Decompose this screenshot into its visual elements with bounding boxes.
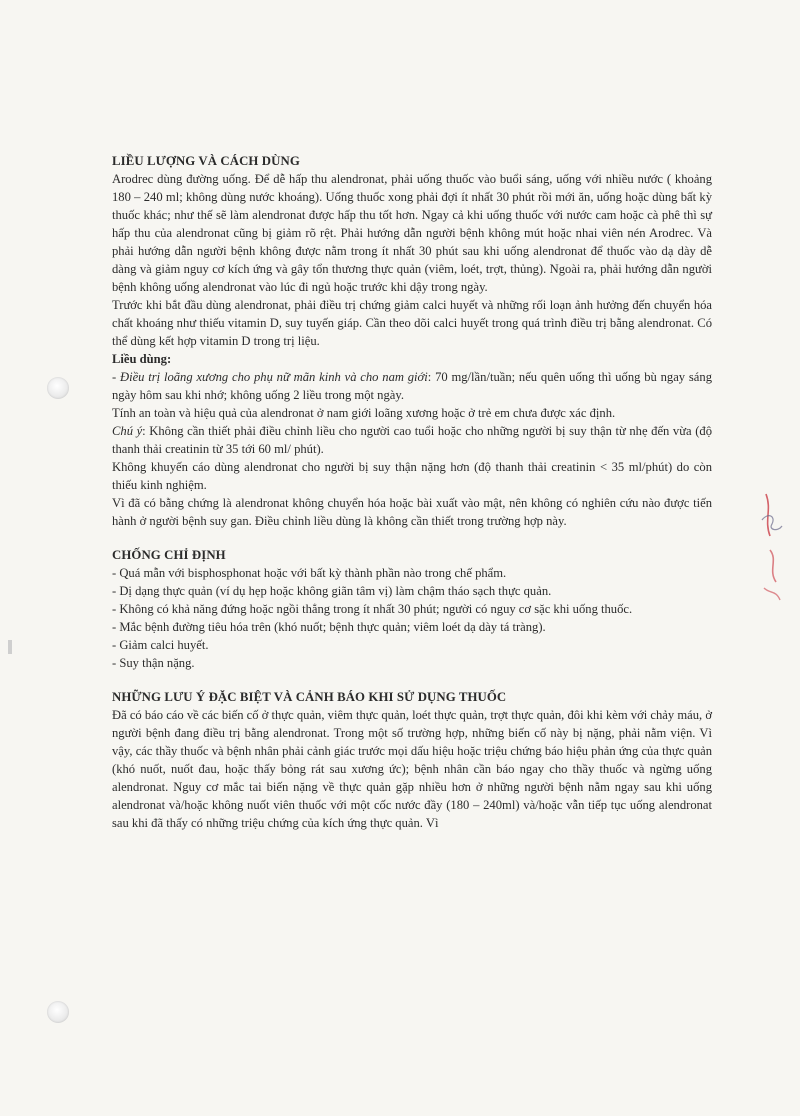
section-title-dosage: LIỀU LƯỢNG VÀ CÁCH DÙNG xyxy=(112,154,300,168)
section-contraindications xyxy=(112,546,712,672)
dose-indication: - Điều trị loãng xương cho phụ nữ mãn kinh và cho nam giới xyxy=(112,370,428,384)
contra-item: - Quá mẫn với bisphosphonat hoặc với bất kỳ thành phần nào trong chế phẩm. xyxy=(112,566,507,580)
safety-text: Tính an toàn và hiệu quả của alendronat ở nam giới loãng xương hoặc ở trẻ em chưa được xác định. xyxy=(112,406,616,420)
section-warnings xyxy=(112,688,712,832)
dose-line xyxy=(112,368,712,404)
handwritten-signature-mark xyxy=(756,490,790,610)
contra-item: - Suy thận nặng. xyxy=(112,656,195,670)
contra-item: - Dị dạng thực quản (ví dụ hẹp hoặc không giãn tâm vị) làm chậm tháo sạch thực quản. xyxy=(112,584,552,598)
section-title-warnings: NHỮNG LƯU Ý ĐẶC BIỆT VÀ CẢNH BÁO KHI SỬ DỤNG THUỐC xyxy=(112,690,507,704)
warnings-paragraph: Đã có báo cáo về các biến cố ở thực quản, viêm thực quản, loét thực quản, trợt thực quản, đôi khi kèm với chảy máu, ở người bệnh đang điều trị bằng alendronat. Trong một số trường hợp, những biến cố này bị nặng, phải nằm viện. Vì vậy, các thầy thuốc và bệnh nhân phải cảnh giác trước mọi dấu hiệu hoặc triệu chứng báo hiệu phản ứng của thực quản (khó nuốt, nuốt đau, hoặc thấy bỏng rát sau xương ức); bệnh nhân cần báo ngay cho thầy thuốc và ngừng uống alendronat. Nguy cơ mắc tai biến nặng về thực quản gặp nhiều hơn ở những người bệnh nằm ngay sau khi uống alendronat và/hoặc không nuốt viên thuốc với một cốc nước đầy (180 – 240ml) và/hoặc vẫn tiếp tục uống alendronat sau khi đã thấy có những triệu chứng của kích ứng thực quản. Vì xyxy=(112,708,712,830)
margin-tick xyxy=(8,640,12,654)
dosage-paragraph-2: Trước khi bắt đầu dùng alendronat, phải điều trị chứng giảm calci huyết và những rối loạn ảnh hưởng đến chuyển hóa chất khoáng như thiếu vitamin D, suy tuyến giáp. Cần theo dõi calci huyết trong quá trình điều trị bằng alendronat. Có thể dùng kết hợp vitamin D trong trị liệu. xyxy=(112,298,712,348)
note-line xyxy=(112,422,712,458)
renal-text: Không khuyến cáo dùng alendronat cho người bị suy thận nặng hơn (độ thanh thải creatinin < 35 ml/phút) do còn thiếu kinh nghiệm. xyxy=(112,460,712,492)
dose-heading: Liều dùng: xyxy=(112,352,172,366)
section-title-contraindications: CHỐNG CHỈ ĐỊNH xyxy=(112,548,226,562)
punch-hole-top xyxy=(47,377,69,399)
note-label: Chú ý xyxy=(112,424,143,438)
contra-item: - Không có khả năng đứng hoặc ngồi thẳng trong ít nhất 30 phút; người có nguy cơ sặc khi uống thuốc. xyxy=(112,602,633,616)
hepatic-text: Vì đã có bằng chứng là alendronat không chuyển hóa hoặc bài xuất vào mật, nên không có nghiên cứu nào được tiến hành ở người bệnh suy gan. Điều chỉnh liều dùng là không cần thiết trong trường hợp này. xyxy=(112,496,712,528)
note-text: : Không cần thiết phải điều chỉnh liều cho người cao tuổi hoặc cho những người bị suy thận từ nhẹ đến vừa (độ thanh thải creatinin từ 35 tới 60 ml/ phút). xyxy=(112,424,712,456)
document-body xyxy=(112,152,712,832)
dosage-paragraph-1: Arodrec dùng đường uống. Để dễ hấp thu alendronat, phải uống thuốc vào buổi sáng, uống với nhiều nước ( khoảng 180 – 240 ml; không dùng nước khoáng). Uống thuốc xong phải đợi ít nhất 30 phút rồi mới ăn, uống hoặc dùng bất kỳ thuốc khác; như thế sẽ làm alendronat được hấp thu tốt hơn. Ngay cả khi uống thuốc với nước cam hoặc cà phê thì sự hấp thu của alendronat cũng bị giảm rõ rệt. Phải hướng dẫn người bệnh không mút hoặc nhai viên nén Arodrec. Và phải hướng dẫn người bệnh không được nằm trong ít nhất 30 phút sau khi uống alendronat để thuốc vào dạ dày dễ dàng và giảm nguy cơ kích ứng và gây tổn thương thực quản (viêm, loét, trợt, thủng). Ngoài ra, phải hướng dẫn người bệnh không uống alendronat vào lúc đi ngủ hoặc trước khi dậy trong ngày. xyxy=(112,172,712,294)
punch-hole-bottom xyxy=(47,1001,69,1023)
contra-item: - Mắc bệnh đường tiêu hóa trên (khó nuốt; bệnh thực quản; viêm loét dạ dày tá tràng). xyxy=(112,620,546,634)
contra-item: - Giảm calci huyết. xyxy=(112,638,209,652)
section-dosage xyxy=(112,152,712,530)
dose-amount: : 70 mg/lần/tuần; nếu quên uống thì uống bù ngay sáng ngày hôm sau khi nhớ; không uống 2 liều trong một ngày. xyxy=(112,370,712,402)
